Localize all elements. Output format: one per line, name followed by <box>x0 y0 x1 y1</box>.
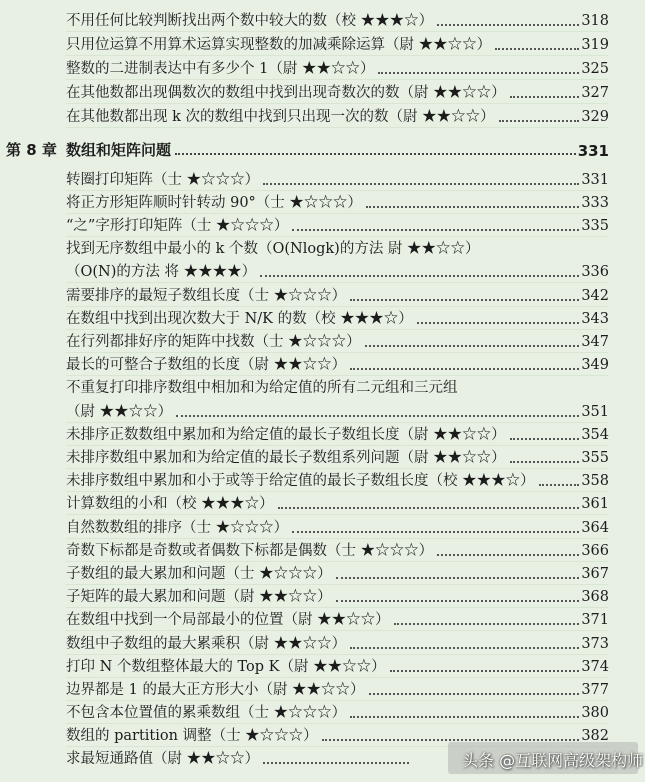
toc-entry <box>66 630 609 655</box>
entry-title: 自然数数组的排序（士 ★☆☆☆） <box>66 520 289 536</box>
toc-entry <box>66 166 609 191</box>
toc-entry <box>66 351 609 376</box>
entry-page: 358 <box>581 473 609 489</box>
entry-title: 数组中子数组的最大累乘积（尉 ★★☆☆） <box>66 636 347 652</box>
entry-title: 计算数组的小和（校 ★★★☆） <box>66 496 274 512</box>
entry-page: 325 <box>581 61 609 77</box>
leader-dots <box>350 715 579 718</box>
leader-dots <box>336 599 580 602</box>
leader-dots <box>437 553 579 556</box>
leader-dots <box>350 367 579 370</box>
entry-page: 347 <box>581 334 609 350</box>
entry-page: 367 <box>581 566 609 582</box>
toc-entry <box>66 7 609 32</box>
entry-title: 在其他数都出现 k 次的数组中找到只出现一次的数（尉 ★★☆☆） <box>66 109 495 125</box>
entry-title: 数组的 partition 调整（士 ★☆☆☆） <box>66 728 318 744</box>
entry-title: 转圈打印矩阵（士 ★☆☆☆） <box>66 172 260 188</box>
entry-page: 319 <box>581 37 609 53</box>
leader-dots <box>260 274 579 277</box>
entry-page: 354 <box>581 427 609 443</box>
toc-entry <box>66 258 609 283</box>
leader-dots <box>263 182 579 185</box>
leader-dots <box>350 646 579 649</box>
entry-title: 需要排序的最短子数组长度（士 ★☆☆☆） <box>66 288 347 304</box>
toc-entry <box>66 55 609 80</box>
entry-title: 在行列都排好序的矩阵中找数（士 ★☆☆☆） <box>66 334 361 350</box>
toc-entry <box>66 212 609 237</box>
leader-dots <box>510 95 580 98</box>
toc-entry <box>66 235 609 259</box>
entry-page: 373 <box>581 636 609 652</box>
entry-title: 只用位运算不用算术运算实现整数的加减乘除运算（尉 ★★☆☆） <box>66 37 492 53</box>
toc-entry <box>66 103 609 128</box>
leader-dots <box>292 228 579 231</box>
toc-entry <box>66 398 609 423</box>
entry-title: 最长的可整合子数组的长度（尉 ★★☆☆） <box>66 357 347 373</box>
entry-title: 求最短通路值（尉 ★★☆☆） <box>66 751 260 767</box>
entry-title: 未排序数组中累加和小于或等于给定值的最长子数组长度（校 ★★★☆） <box>66 473 535 489</box>
toc-entry <box>66 490 609 515</box>
chapter-page: 331 <box>577 142 609 160</box>
entry-title: 未排序数组中累加和为给定值的最长子数组系列问题（尉 ★★☆☆） <box>66 450 506 466</box>
entry-title: 奇数下标都是奇数或者偶数下标都是偶数（士 ★☆☆☆） <box>66 543 434 559</box>
entry-title: 在数组中找到一个局部最小的位置（尉 ★★☆☆） <box>66 612 390 628</box>
watermark: 头条 @互联网高级架构师 <box>462 751 644 770</box>
entry-page: 351 <box>581 404 609 420</box>
entry-title: （尉 ★★☆☆） <box>66 404 173 420</box>
entry-title: 找到无序数组中最小的 k 个数（O(Nlogk)的方法 尉 ★★☆☆） <box>66 241 480 257</box>
toc-entry <box>66 189 609 214</box>
chapter-number: 第 8 章 <box>6 141 57 159</box>
leader-dots <box>366 205 579 208</box>
leader-dots <box>350 298 579 301</box>
leader-dots <box>394 622 580 625</box>
leader-dots <box>369 692 580 695</box>
leader-dots <box>175 152 576 155</box>
entry-page: 371 <box>581 612 609 628</box>
entry-page: 333 <box>581 195 609 211</box>
entry-page: 368 <box>581 589 609 605</box>
entry-page: 382 <box>581 728 609 744</box>
entry-title: 整数的二进制表达中有多少个 1（尉 ★★☆☆） <box>66 61 375 77</box>
toc-entry <box>66 282 609 307</box>
entry-title: 打印 N 个数组整体最大的 Top K（尉 ★★☆☆） <box>66 659 386 675</box>
entry-page: 318 <box>581 13 609 29</box>
entry-page: 366 <box>581 543 609 559</box>
toc-entry <box>66 699 609 724</box>
entry-title: 在其他数都出现偶数次的数组中找到出现奇数次的数（尉 ★★☆☆） <box>66 85 506 101</box>
toc-entry <box>66 328 609 353</box>
entry-title: 不包含本位置值的累乘数组（士 ★☆☆☆） <box>66 705 347 721</box>
toc-entry <box>66 305 609 330</box>
entry-page: 355 <box>581 450 609 466</box>
leader-dots <box>176 414 579 417</box>
entry-page: 374 <box>581 659 609 675</box>
toc-entry <box>66 467 609 492</box>
toc-entry <box>66 444 609 469</box>
leader-dots <box>499 119 580 122</box>
entry-title: 不用任何比较判断找出两个数中较大的数（校 ★★★☆） <box>66 13 434 29</box>
leader-dots <box>336 576 580 579</box>
toc-entry <box>66 653 609 678</box>
leader-dots <box>390 669 580 672</box>
toc-entry <box>66 421 609 446</box>
entry-page: 364 <box>581 520 609 536</box>
entry-page: 342 <box>581 288 609 304</box>
entry-page: 331 <box>581 172 609 188</box>
leader-dots <box>378 71 579 74</box>
entry-page: 380 <box>581 705 609 721</box>
toc-entry <box>66 374 609 398</box>
entry-page: 336 <box>581 264 609 280</box>
entry-page: 349 <box>581 357 609 373</box>
entry-title: 未排序正数数组中累加和为给定值的最长子数组长度（尉 ★★☆☆） <box>66 427 506 443</box>
entry-page: 335 <box>581 218 609 234</box>
entry-title: 将正方形矩阵顺时针转动 90°（士 ★☆☆☆） <box>66 195 362 211</box>
toc-entry <box>66 676 609 701</box>
toc-entry <box>66 31 609 56</box>
entry-title: 边界都是 1 的最大正方形大小（尉 ★★☆☆） <box>66 682 365 698</box>
chapter-title: 数组和矩阵问题 <box>66 141 172 159</box>
entry-page: 361 <box>581 496 609 512</box>
entry-title: 子数组的最大累加和问题（士 ★☆☆☆） <box>66 566 332 582</box>
toc-entry <box>66 79 609 104</box>
entry-page: 377 <box>581 682 609 698</box>
entry-page: 329 <box>581 109 609 125</box>
leader-dots <box>263 761 409 764</box>
leader-dots <box>539 483 580 486</box>
entry-title: “之”字形打印矩阵（士 ★☆☆☆） <box>66 218 289 234</box>
leader-dots <box>278 506 580 509</box>
leader-dots <box>322 738 580 741</box>
leader-dots <box>437 23 579 26</box>
leader-dots <box>292 530 579 533</box>
entry-page: 327 <box>581 85 609 101</box>
entry-title: 在数组中找到出现次数大于 N/K 的数（校 ★★★☆） <box>66 311 413 327</box>
toc-entry <box>66 537 609 562</box>
leader-dots <box>495 47 579 50</box>
leader-dots <box>417 321 580 324</box>
toc-entry <box>66 514 609 539</box>
entry-title: 不重复打印排序数组中相加和为给定值的所有二元组和三元组 <box>66 380 458 396</box>
leader-dots <box>365 344 580 347</box>
entry-title: （O(N)的方法 将 ★★★★） <box>66 264 257 280</box>
toc-entry <box>66 606 609 631</box>
toc-entry <box>66 560 609 585</box>
entry-title: 子矩阵的最大累加和问题（尉 ★★☆☆） <box>66 589 332 605</box>
leader-dots <box>510 437 580 440</box>
chapter-heading <box>6 136 609 160</box>
toc-entry <box>66 583 609 608</box>
entry-page: 343 <box>581 311 609 327</box>
leader-dots <box>510 460 580 463</box>
